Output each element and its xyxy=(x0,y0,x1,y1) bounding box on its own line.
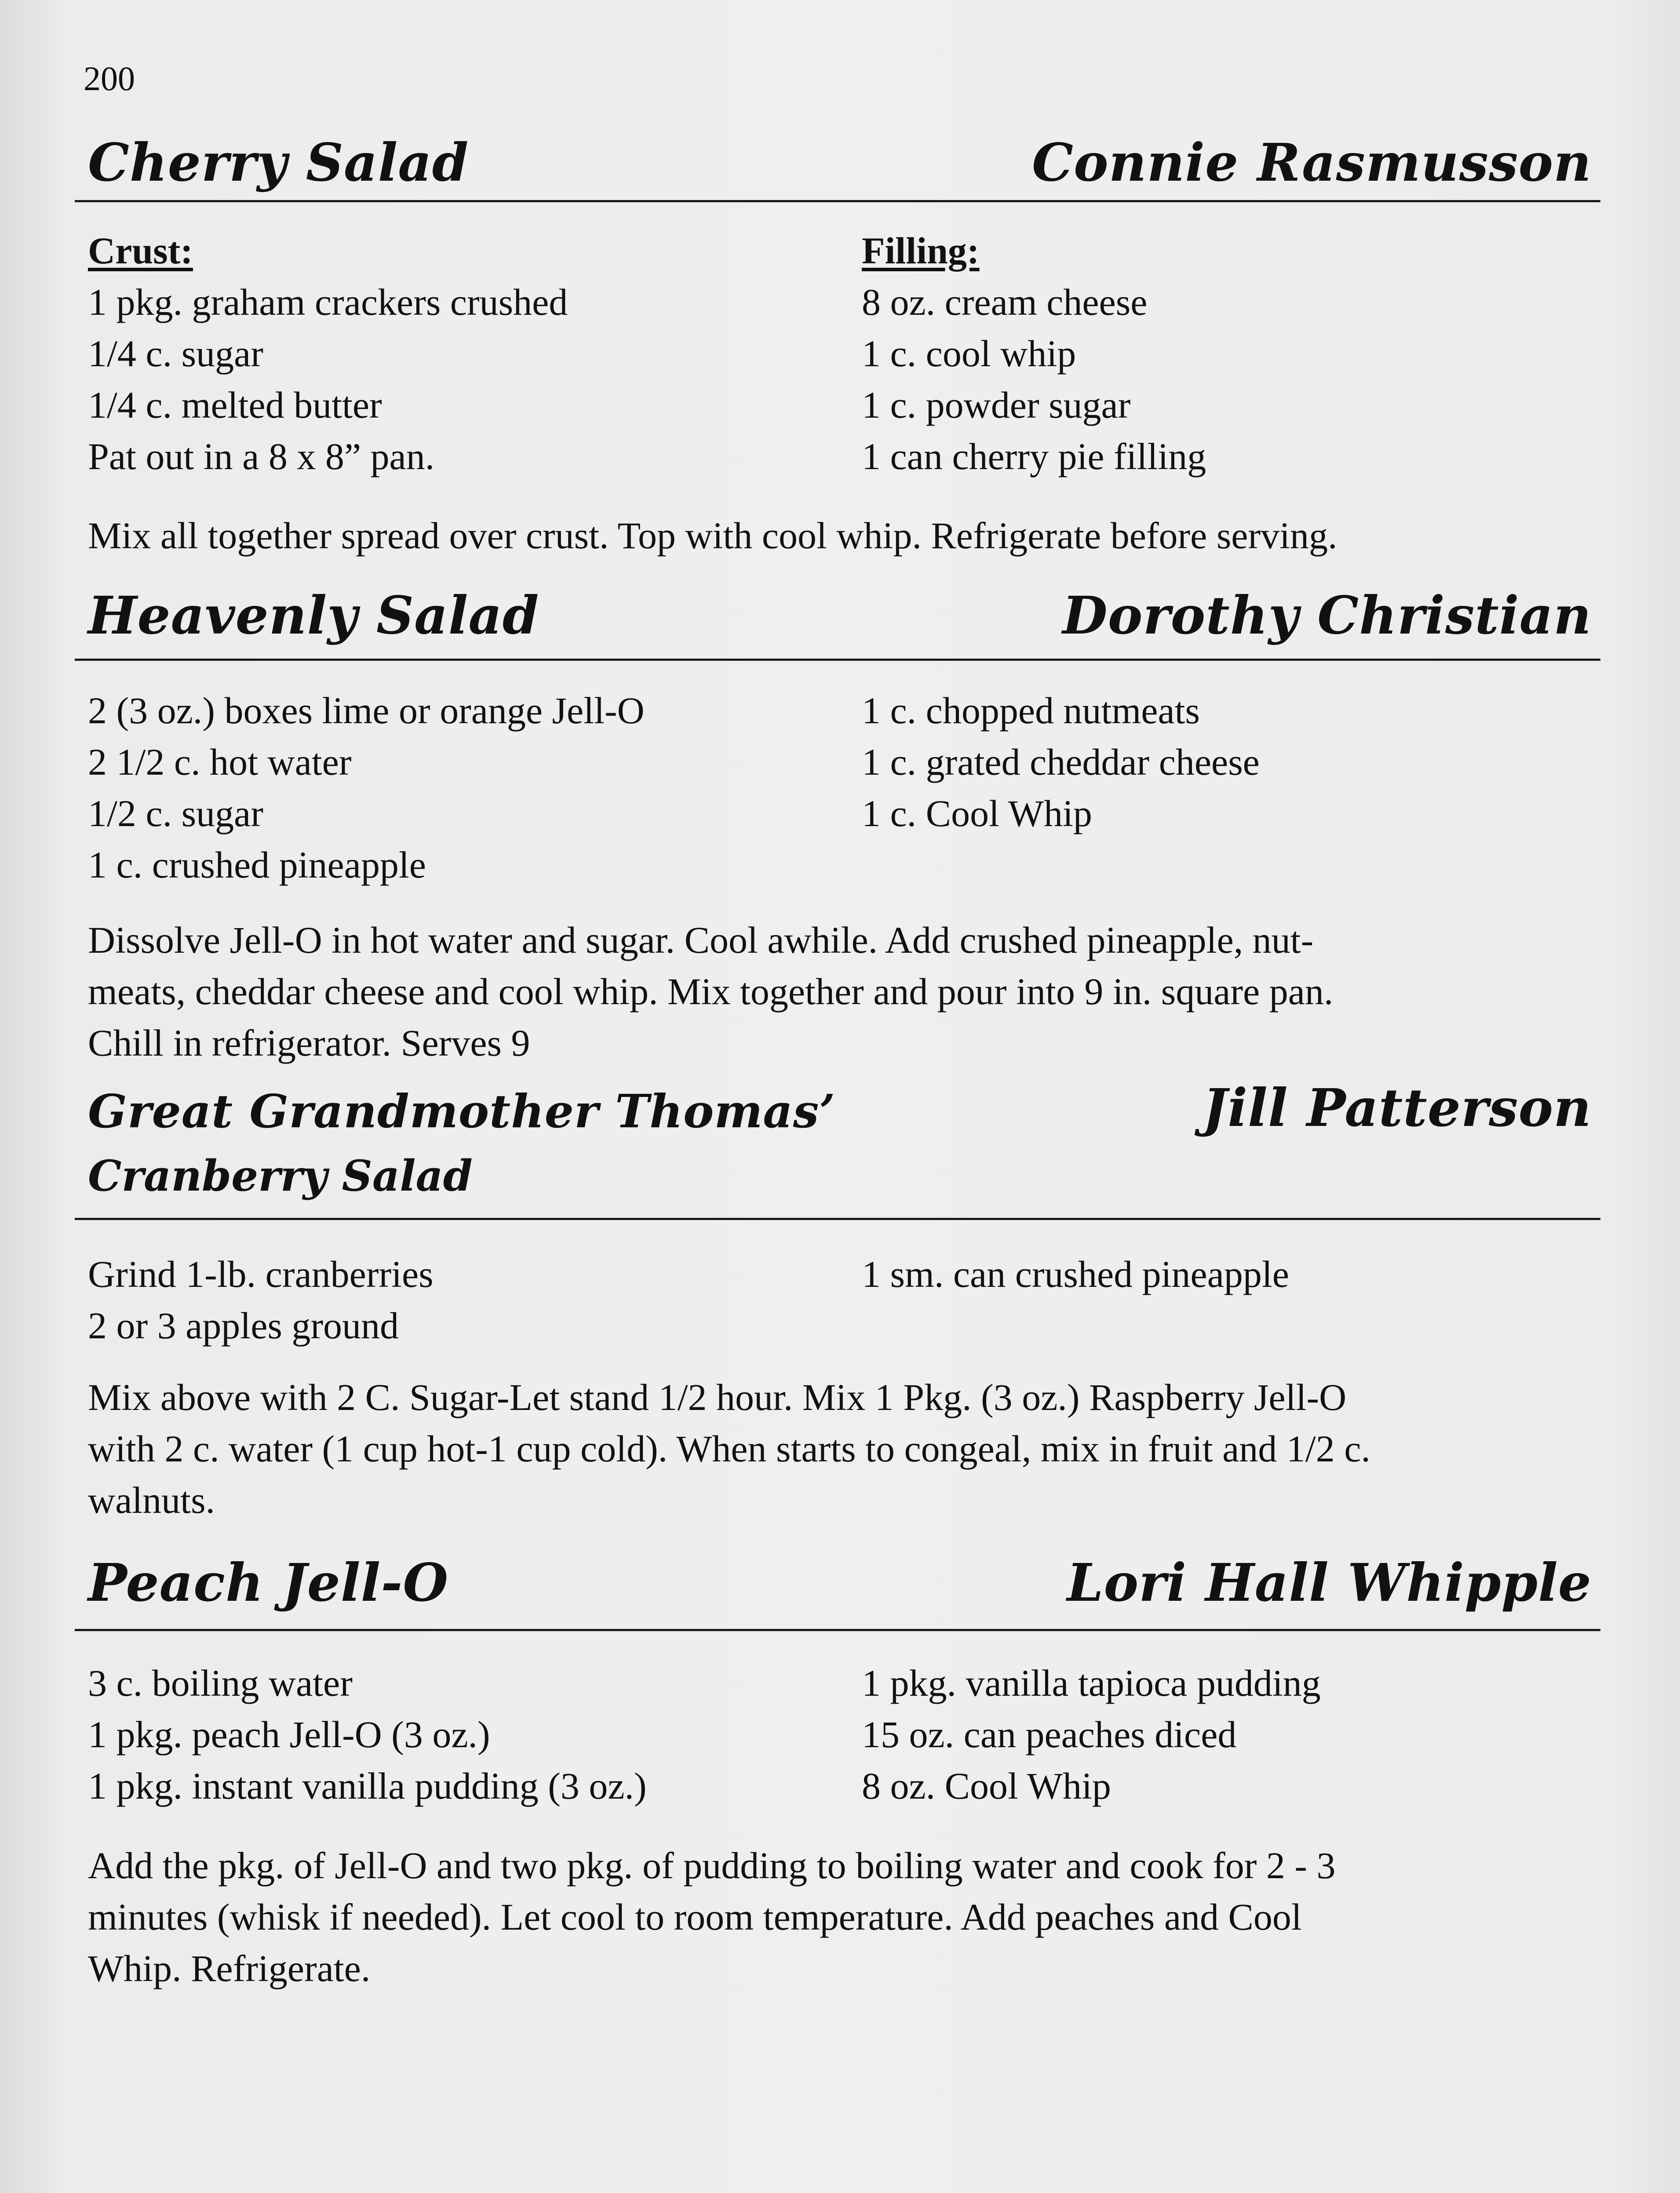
recipe-header xyxy=(75,580,1600,646)
ingredients-left xyxy=(88,1249,434,1352)
ingredient: 1 c. powder sugar xyxy=(862,384,1131,426)
ingredients-left xyxy=(88,685,645,891)
ingredient: 15 oz. can peaches diced xyxy=(862,1713,1237,1756)
ingredients-left xyxy=(88,1658,647,1812)
recipe-directions: Mix all together spread over crust. Top with cool whip. Refrigerate before serving. xyxy=(88,514,1337,557)
ingredient: 1 pkg. instant vanilla pudding (3 oz.) xyxy=(88,1765,647,1807)
filling-heading: Filling: xyxy=(862,230,980,272)
ingredient: 1 c. chopped nutmeats xyxy=(862,689,1200,732)
ingredient: Pat out in a 8 x 8” pan. xyxy=(88,435,435,477)
ingredient: 1 pkg. graham crackers crushed xyxy=(88,281,568,323)
ingredients-right xyxy=(862,685,1260,839)
divider-rule xyxy=(75,659,1600,661)
recipe-title: Great Grandmother Thomas’ xyxy=(88,1084,836,1138)
ingredient: 2 or 3 apples ground xyxy=(88,1304,399,1347)
ingredient: 2 (3 oz.) boxes lime or orange Jell-O xyxy=(88,689,645,732)
ingredient: Grind 1-lb. cranberries xyxy=(88,1253,434,1295)
ingredient: 1/4 c. sugar xyxy=(88,332,263,375)
recipe-directions: Dissolve Jell-O in hot water and sugar. Cool awhile. Add crushed pineapple, nut- meats, cheddar cheese and cool whip. Mix together and pour into 9 in. square pan. Chill in refrigerator. Serves 9 xyxy=(88,919,1334,1064)
ingredients-right xyxy=(862,1249,1289,1300)
recipe-subtitle: Cranberry Salad xyxy=(88,1151,473,1201)
page-number: 200 xyxy=(84,59,135,98)
ingredient: 1 pkg. vanilla tapioca pudding xyxy=(862,1662,1321,1704)
recipe-author: Connie Rasmusson xyxy=(1032,132,1592,193)
recipe-header xyxy=(75,128,1600,193)
recipe-title: Cherry Salad xyxy=(88,132,469,193)
recipe-title: Peach Jell-O xyxy=(88,1552,449,1614)
recipe-header xyxy=(75,1073,1600,1139)
ingredient: 1 pkg. peach Jell-O (3 oz.) xyxy=(88,1713,490,1756)
ingredient: 1 can cherry pie filling xyxy=(862,435,1206,477)
recipe-author: Dorothy Christian xyxy=(1062,585,1592,646)
recipe-heavenly-salad xyxy=(75,580,1600,1064)
ingredient: 1 sm. can crushed pineapple xyxy=(862,1253,1289,1295)
divider-rule xyxy=(75,1629,1600,1631)
ingredient: 1/2 c. sugar xyxy=(88,792,263,834)
ingredient: 1 c. grated cheddar cheese xyxy=(862,741,1260,783)
divider-rule xyxy=(75,1218,1600,1220)
ingredients-right xyxy=(862,1658,1321,1812)
ingredients-left xyxy=(88,225,568,482)
divider-rule xyxy=(75,200,1600,202)
ingredient: 1 c. Cool Whip xyxy=(862,792,1092,834)
ingredient: 1 c. crushed pineapple xyxy=(88,844,426,886)
ingredient: 8 oz. cream cheese xyxy=(862,281,1148,323)
recipe-header xyxy=(75,1548,1600,1614)
ingredient: 1/4 c. melted butter xyxy=(88,384,382,426)
recipe-author: Lori Hall Whipple xyxy=(1067,1552,1592,1614)
ingredient: 1 c. cool whip xyxy=(862,332,1076,375)
recipe-title: Heavenly Salad xyxy=(88,585,539,646)
crust-heading: Crust: xyxy=(88,230,193,272)
recipe-cherry-salad xyxy=(75,128,1600,557)
ingredient: 8 oz. Cool Whip xyxy=(862,1765,1111,1807)
recipe-cranberry-salad xyxy=(75,1073,1600,1521)
recipe-peach-jello xyxy=(75,1548,1600,1989)
recipe-directions: Add the pkg. of Jell-O and two pkg. of pudding to boiling water and cook for 2 - 3 minutes (whisk if needed). Let cool to room temperature. Add peaches and Cool Whip. Refrigerate. xyxy=(88,1844,1336,1989)
ingredient: 2 1/2 c. hot water xyxy=(88,741,352,783)
ingredients-right xyxy=(862,225,1206,482)
recipe-directions: Mix above with 2 C. Sugar-Let stand 1/2 hour. Mix 1 Pkg. (3 oz.) Raspberry Jell-O with 2 c. water (1 cup hot-1 cup cold). When starts to congeal, mix in fruit and 1/2 c. walnuts. xyxy=(88,1376,1370,1521)
ingredient: 3 c. boiling water xyxy=(88,1662,353,1704)
recipe-author: Jill Patterson xyxy=(1203,1077,1592,1139)
